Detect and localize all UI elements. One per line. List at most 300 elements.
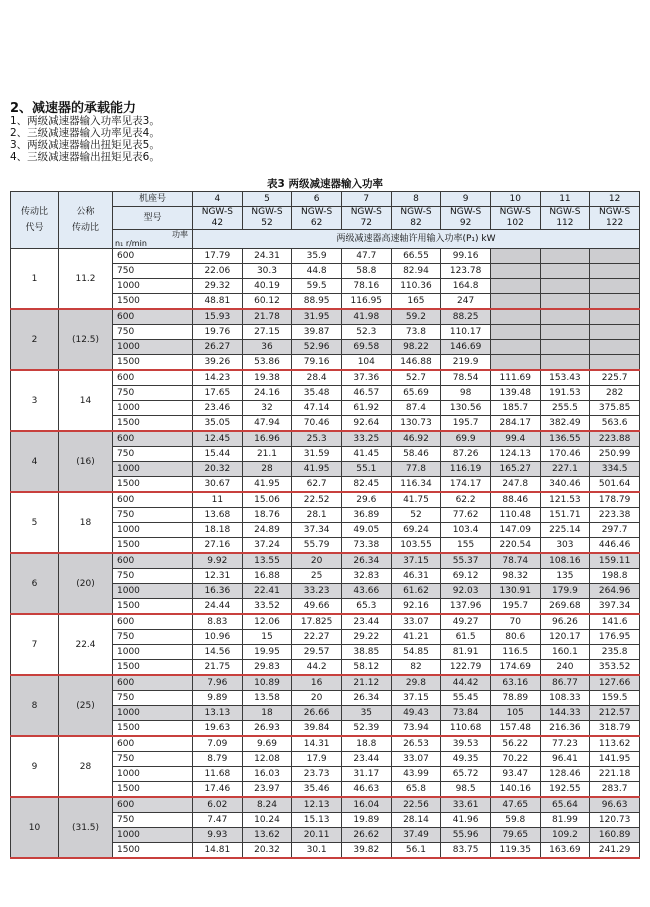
power-value: 58.46 (391, 447, 441, 462)
power-value: 109.2 (540, 828, 590, 843)
power-value: 18.76 (242, 508, 292, 523)
power-value: 78.16 (341, 279, 391, 294)
power-value: 6.02 (193, 797, 243, 813)
power-value: 15.06 (242, 492, 292, 508)
power-value: 212.57 (590, 706, 640, 721)
power-value: 49.43 (391, 706, 441, 721)
power-value: 38.85 (341, 645, 391, 660)
power-value: 13.62 (242, 828, 292, 843)
table-caption: 表3 两级减速器输入功率 (267, 178, 383, 190)
power-value: 35 (341, 706, 391, 721)
power-value: 99.4 (490, 431, 540, 447)
speed-value: 1500 (113, 477, 193, 493)
ratio-code: 9 (11, 736, 59, 797)
power-value (590, 325, 640, 340)
power-value: 41.95 (292, 462, 342, 477)
model-name (590, 207, 640, 230)
model-name (292, 207, 342, 230)
power-value: 216.36 (540, 721, 590, 737)
power-value (590, 279, 640, 294)
power-value: 88.95 (292, 294, 342, 310)
power-value: 26.62 (341, 828, 391, 843)
power-value: 225.14 (540, 523, 590, 538)
power-value: 227.1 (540, 462, 590, 477)
power-value: 110.36 (391, 279, 441, 294)
power-value: 52 (391, 508, 441, 523)
power-value: 73.84 (441, 706, 491, 721)
power-value: 264.96 (590, 584, 640, 599)
power-value: 12.13 (292, 797, 342, 813)
power-value: 14.31 (292, 736, 342, 752)
power-value: 70.46 (292, 416, 342, 432)
power-value: 247.8 (490, 477, 540, 493)
section-title: 2、减速器的承载能力 (10, 101, 137, 116)
model-name-line: NGW-S (301, 207, 333, 217)
power-value: 26.53 (391, 736, 441, 752)
frame-number: 11 (540, 192, 590, 207)
ratio-code: 3 (11, 370, 59, 431)
power-value: 65.3 (341, 599, 391, 615)
power-value: 195.7 (490, 599, 540, 615)
ratio-code: 7 (11, 614, 59, 675)
power-value: 8.79 (193, 752, 243, 767)
power-value (490, 279, 540, 294)
power-value: 13.55 (242, 553, 292, 569)
power-value: 33.25 (341, 431, 391, 447)
model-name-line: NGW-S (350, 207, 382, 217)
power-value: 128.46 (540, 767, 590, 782)
power-value: 37.15 (391, 691, 441, 706)
speed-value: 1000 (113, 340, 193, 355)
power-value: 59.8 (490, 813, 540, 828)
power-value: 153.43 (540, 370, 590, 386)
nominal-ratio: 18 (59, 492, 113, 553)
power-value: 30.3 (242, 264, 292, 279)
ratio-code: 10 (11, 797, 59, 858)
power-value: 22.52 (292, 492, 342, 508)
power-value: 29.8 (391, 675, 441, 691)
power-value: 54.85 (391, 645, 441, 660)
table-row (11, 614, 640, 630)
nominal-ratio: (16) (59, 431, 113, 492)
power-value: 52.96 (292, 340, 342, 355)
speed-value: 600 (113, 675, 193, 691)
power-value (590, 264, 640, 279)
power-value: 41.98 (341, 309, 391, 325)
power-value: 35.05 (193, 416, 243, 432)
power-speed-header (113, 230, 193, 249)
power-value: 59.2 (391, 309, 441, 325)
speed-value: 1000 (113, 706, 193, 721)
power-value: 33.52 (242, 599, 292, 615)
power-value: 41.21 (391, 630, 441, 645)
power-value (540, 249, 590, 264)
power-value (490, 249, 540, 264)
unit-note: 两级减速器高速轴许用输入功率(P₁) kW (193, 230, 640, 249)
power-value: 61.5 (441, 630, 491, 645)
power-value: 77.8 (391, 462, 441, 477)
power-value: 10.96 (193, 630, 243, 645)
power-value: 47.65 (490, 797, 540, 813)
power-value: 382.49 (540, 416, 590, 432)
power-value (590, 294, 640, 310)
power-value: 170.46 (540, 447, 590, 462)
nominal-ratio: 28 (59, 736, 113, 797)
power-value: 23.97 (242, 782, 292, 798)
model-name-line: NGW-S (499, 207, 531, 217)
power-value: 191.53 (540, 386, 590, 401)
power-value: 58.8 (341, 264, 391, 279)
power-value: 37.15 (391, 553, 441, 569)
power-value: 124.13 (490, 447, 540, 462)
power-value: 70.22 (490, 752, 540, 767)
power-value: 92.64 (341, 416, 391, 432)
power-value (540, 264, 590, 279)
speed-value: 1000 (113, 645, 193, 660)
power-value: 283.7 (590, 782, 640, 798)
power-value: 28.14 (391, 813, 441, 828)
power-value: 46.31 (391, 569, 441, 584)
power-value: 52.7 (391, 370, 441, 386)
power-value (490, 264, 540, 279)
speed-label: n₁ r/min (115, 239, 147, 248)
power-value: 52.39 (341, 721, 391, 737)
power-value: 61.62 (391, 584, 441, 599)
speed-value: 600 (113, 370, 193, 386)
frame-header: 机座号 (113, 192, 193, 207)
power-value: 49.05 (341, 523, 391, 538)
frame-number: 6 (292, 192, 342, 207)
power-value: 192.55 (540, 782, 590, 798)
power-value: 98.32 (490, 569, 540, 584)
nominal-ratio-header-text: 公称 (76, 207, 95, 217)
power-value: 32.83 (341, 569, 391, 584)
power-value: 247 (441, 294, 491, 310)
power-value: 28.1 (292, 508, 342, 523)
power-value: 31.17 (341, 767, 391, 782)
power-value: 25 (292, 569, 342, 584)
power-value: 375.85 (590, 401, 640, 416)
power-value: 92.03 (441, 584, 491, 599)
power-value: 297.7 (590, 523, 640, 538)
power-value: 18.8 (341, 736, 391, 752)
power-value (540, 325, 590, 340)
power-value: 47.14 (292, 401, 342, 416)
power-value: 12.45 (193, 431, 243, 447)
power-value: 46.92 (391, 431, 441, 447)
power-value: 223.88 (590, 431, 640, 447)
power-value: 22.06 (193, 264, 243, 279)
power-value: 17.46 (193, 782, 243, 798)
model-name (391, 207, 441, 230)
power-value (540, 309, 590, 325)
model-header: 型号 (113, 207, 193, 230)
power-value: 123.78 (441, 264, 491, 279)
power-value: 563.6 (590, 416, 640, 432)
power-value: 36 (242, 340, 292, 355)
ratio-code-header (11, 192, 59, 249)
power-value: 25.3 (292, 431, 342, 447)
nominal-ratio: 11.2 (59, 249, 113, 310)
power-value: 7.47 (193, 813, 243, 828)
power-value: 16.88 (242, 569, 292, 584)
table-row (11, 675, 640, 691)
power-value: 139.48 (490, 386, 540, 401)
power-value: 96.41 (540, 752, 590, 767)
model-name-line: NGW-S (549, 207, 581, 217)
speed-value: 750 (113, 508, 193, 523)
power-value: 16 (292, 675, 342, 691)
power-value: 33.23 (292, 584, 342, 599)
speed-value: 1500 (113, 599, 193, 615)
model-name-line: NGW-S (400, 207, 432, 217)
power-value: 17.825 (292, 614, 342, 630)
power-value: 334.5 (590, 462, 640, 477)
power-value: 103.4 (441, 523, 491, 538)
power-value: 15.93 (193, 309, 243, 325)
power-value: 20 (292, 691, 342, 706)
power-value: 8.83 (193, 614, 243, 630)
power-value: 21.78 (242, 309, 292, 325)
power-value (540, 340, 590, 355)
power-value: 174.17 (441, 477, 491, 493)
model-name (490, 207, 540, 230)
speed-value: 750 (113, 691, 193, 706)
power-value: 318.79 (590, 721, 640, 737)
power-value (540, 279, 590, 294)
power-value: 116.95 (341, 294, 391, 310)
power-value: 20.32 (242, 843, 292, 859)
speed-value: 1000 (113, 584, 193, 599)
power-value: 17.79 (193, 249, 243, 264)
power-value: 116.19 (441, 462, 491, 477)
power-value: 46.57 (341, 386, 391, 401)
nominal-ratio: 22.4 (59, 614, 113, 675)
power-value: 73.38 (341, 538, 391, 554)
power-label: 功率 (172, 230, 188, 239)
ratio-code-header-text: 传动比 (20, 207, 48, 217)
model-name (193, 207, 243, 230)
table-row (11, 370, 640, 386)
power-value: 159.11 (590, 553, 640, 569)
power-value: 141.6 (590, 614, 640, 630)
power-value: 82.45 (341, 477, 391, 493)
power-value: 32 (242, 401, 292, 416)
power-value: 82.94 (391, 264, 441, 279)
power-value: 23.46 (193, 401, 243, 416)
model-name-line: 52 (261, 218, 273, 228)
power-value: 58.12 (341, 660, 391, 676)
power-value: 235.8 (590, 645, 640, 660)
power-value: 282 (590, 386, 640, 401)
power-value: 220.54 (490, 538, 540, 554)
speed-value: 600 (113, 736, 193, 752)
power-value (590, 309, 640, 325)
power-value: 159.5 (590, 691, 640, 706)
power-value: 13.58 (242, 691, 292, 706)
power-value: 33.61 (441, 797, 491, 813)
power-value: 35.9 (292, 249, 342, 264)
power-value: 21.75 (193, 660, 243, 676)
model-name-line: 82 (410, 218, 422, 228)
power-value: 26.66 (292, 706, 342, 721)
power-value: 9.89 (193, 691, 243, 706)
power-value: 219.9 (441, 355, 491, 371)
power-value: 59.5 (292, 279, 342, 294)
model-name-line: 92 (459, 218, 472, 228)
speed-value: 750 (113, 264, 193, 279)
nominal-ratio: (12.5) (59, 309, 113, 370)
power-value: 43.99 (391, 767, 441, 782)
model-name-line: 122 (606, 218, 624, 228)
power-value: 28.4 (292, 370, 342, 386)
power-value: 69.9 (441, 431, 491, 447)
power-value (590, 249, 640, 264)
power-value: 96.26 (540, 614, 590, 630)
power-value: 141.95 (590, 752, 640, 767)
power-value: 241.29 (590, 843, 640, 859)
power-value: 111.69 (490, 370, 540, 386)
power-value: 12.06 (242, 614, 292, 630)
power-value: 353.52 (590, 660, 640, 676)
power-value (490, 355, 540, 371)
power-value: 116.34 (391, 477, 441, 493)
power-value: 49.66 (292, 599, 342, 615)
power-value: 48.81 (193, 294, 243, 310)
power-value: 151.71 (540, 508, 590, 523)
power-value: 18 (242, 706, 292, 721)
power-value: 27.15 (242, 325, 292, 340)
power-value: 178.79 (590, 492, 640, 508)
power-value: 155 (441, 538, 491, 554)
power-value (590, 355, 640, 371)
power-value: 140.16 (490, 782, 540, 798)
power-value: 16.04 (341, 797, 391, 813)
power-value: 55.1 (341, 462, 391, 477)
table-row (11, 797, 640, 813)
power-value: 19.95 (242, 645, 292, 660)
power-value: 39.26 (193, 355, 243, 371)
power-value (490, 325, 540, 340)
power-value: 30.1 (292, 843, 342, 859)
power-value: 12.08 (242, 752, 292, 767)
power-value: 39.53 (441, 736, 491, 752)
power-value: 17.9 (292, 752, 342, 767)
power-value: 221.18 (590, 767, 640, 782)
ratio-code: 1 (11, 249, 59, 310)
power-value: 26.34 (341, 691, 391, 706)
power-value: 63.16 (490, 675, 540, 691)
power-value: 103.55 (391, 538, 441, 554)
model-name-line: 112 (556, 218, 574, 228)
power-value: 120.73 (590, 813, 640, 828)
power-value: 7.09 (193, 736, 243, 752)
speed-value: 600 (113, 492, 193, 508)
power-value: 81.91 (441, 645, 491, 660)
speed-value: 600 (113, 431, 193, 447)
power-value: 52.3 (341, 325, 391, 340)
power-value: 98 (441, 386, 491, 401)
note-item: 4、三级减速器输出扭矩见表6。 (10, 151, 160, 163)
power-value: 160.1 (540, 645, 590, 660)
speed-value: 1500 (113, 782, 193, 798)
power-value: 9.69 (242, 736, 292, 752)
frame-number: 7 (341, 192, 391, 207)
power-value: 340.46 (540, 477, 590, 493)
power-value: 24.16 (242, 386, 292, 401)
power-value: 14.81 (193, 843, 243, 859)
power-value: 87.4 (391, 401, 441, 416)
power-value: 37.36 (341, 370, 391, 386)
power-value: 53.86 (242, 355, 292, 371)
power-value: 79.65 (490, 828, 540, 843)
power-value: 195.7 (441, 416, 491, 432)
power-value: 15 (242, 630, 292, 645)
power-value: 240 (540, 660, 590, 676)
power-value: 37.34 (292, 523, 342, 538)
power-value: 146.88 (391, 355, 441, 371)
speed-value: 1500 (113, 538, 193, 554)
speed-value: 750 (113, 630, 193, 645)
model-name (441, 207, 491, 230)
power-value: 39.82 (341, 843, 391, 859)
power-value: 44.2 (292, 660, 342, 676)
nominal-ratio-header (59, 192, 113, 249)
power-value: 20.32 (193, 462, 243, 477)
power-value: 110.48 (490, 508, 540, 523)
power-value: 92.16 (391, 599, 441, 615)
power-value: 146.69 (441, 340, 491, 355)
power-value: 86.77 (540, 675, 590, 691)
power-value: 165 (391, 294, 441, 310)
power-value: 16.96 (242, 431, 292, 447)
speed-value: 600 (113, 614, 193, 630)
table-row (11, 492, 640, 508)
power-value: 41.95 (242, 477, 292, 493)
power-value: 83.75 (441, 843, 491, 859)
power-value: 23.44 (341, 614, 391, 630)
power-value: 96.63 (590, 797, 640, 813)
power-value: 15.44 (193, 447, 243, 462)
power-value: 49.35 (441, 752, 491, 767)
speed-value: 750 (113, 752, 193, 767)
power-value: 18.18 (193, 523, 243, 538)
frame-number: 12 (590, 192, 640, 207)
power-value: 116.5 (490, 645, 540, 660)
power-value: 14.23 (193, 370, 243, 386)
power-value: 55.79 (292, 538, 342, 554)
power-value: 119.35 (490, 843, 540, 859)
ratio-code-header-text: 代号 (25, 223, 44, 233)
speed-value: 1500 (113, 843, 193, 859)
power-value: 144.33 (540, 706, 590, 721)
power-value: 135 (540, 569, 590, 584)
power-value: 160.89 (590, 828, 640, 843)
nominal-ratio: (20) (59, 553, 113, 614)
power-value: 26.93 (242, 721, 292, 737)
model-name-line: NGW-S (450, 207, 482, 217)
speed-value: 750 (113, 447, 193, 462)
power-value: 82 (391, 660, 441, 676)
power-value: 81.99 (540, 813, 590, 828)
power-value: 73.8 (391, 325, 441, 340)
power-value: 98.22 (391, 340, 441, 355)
frame-number: 8 (391, 192, 441, 207)
ratio-code: 5 (11, 492, 59, 553)
power-value: 136.55 (540, 431, 590, 447)
power-value: 15.13 (292, 813, 342, 828)
model-name-line: NGW-S (251, 207, 283, 217)
